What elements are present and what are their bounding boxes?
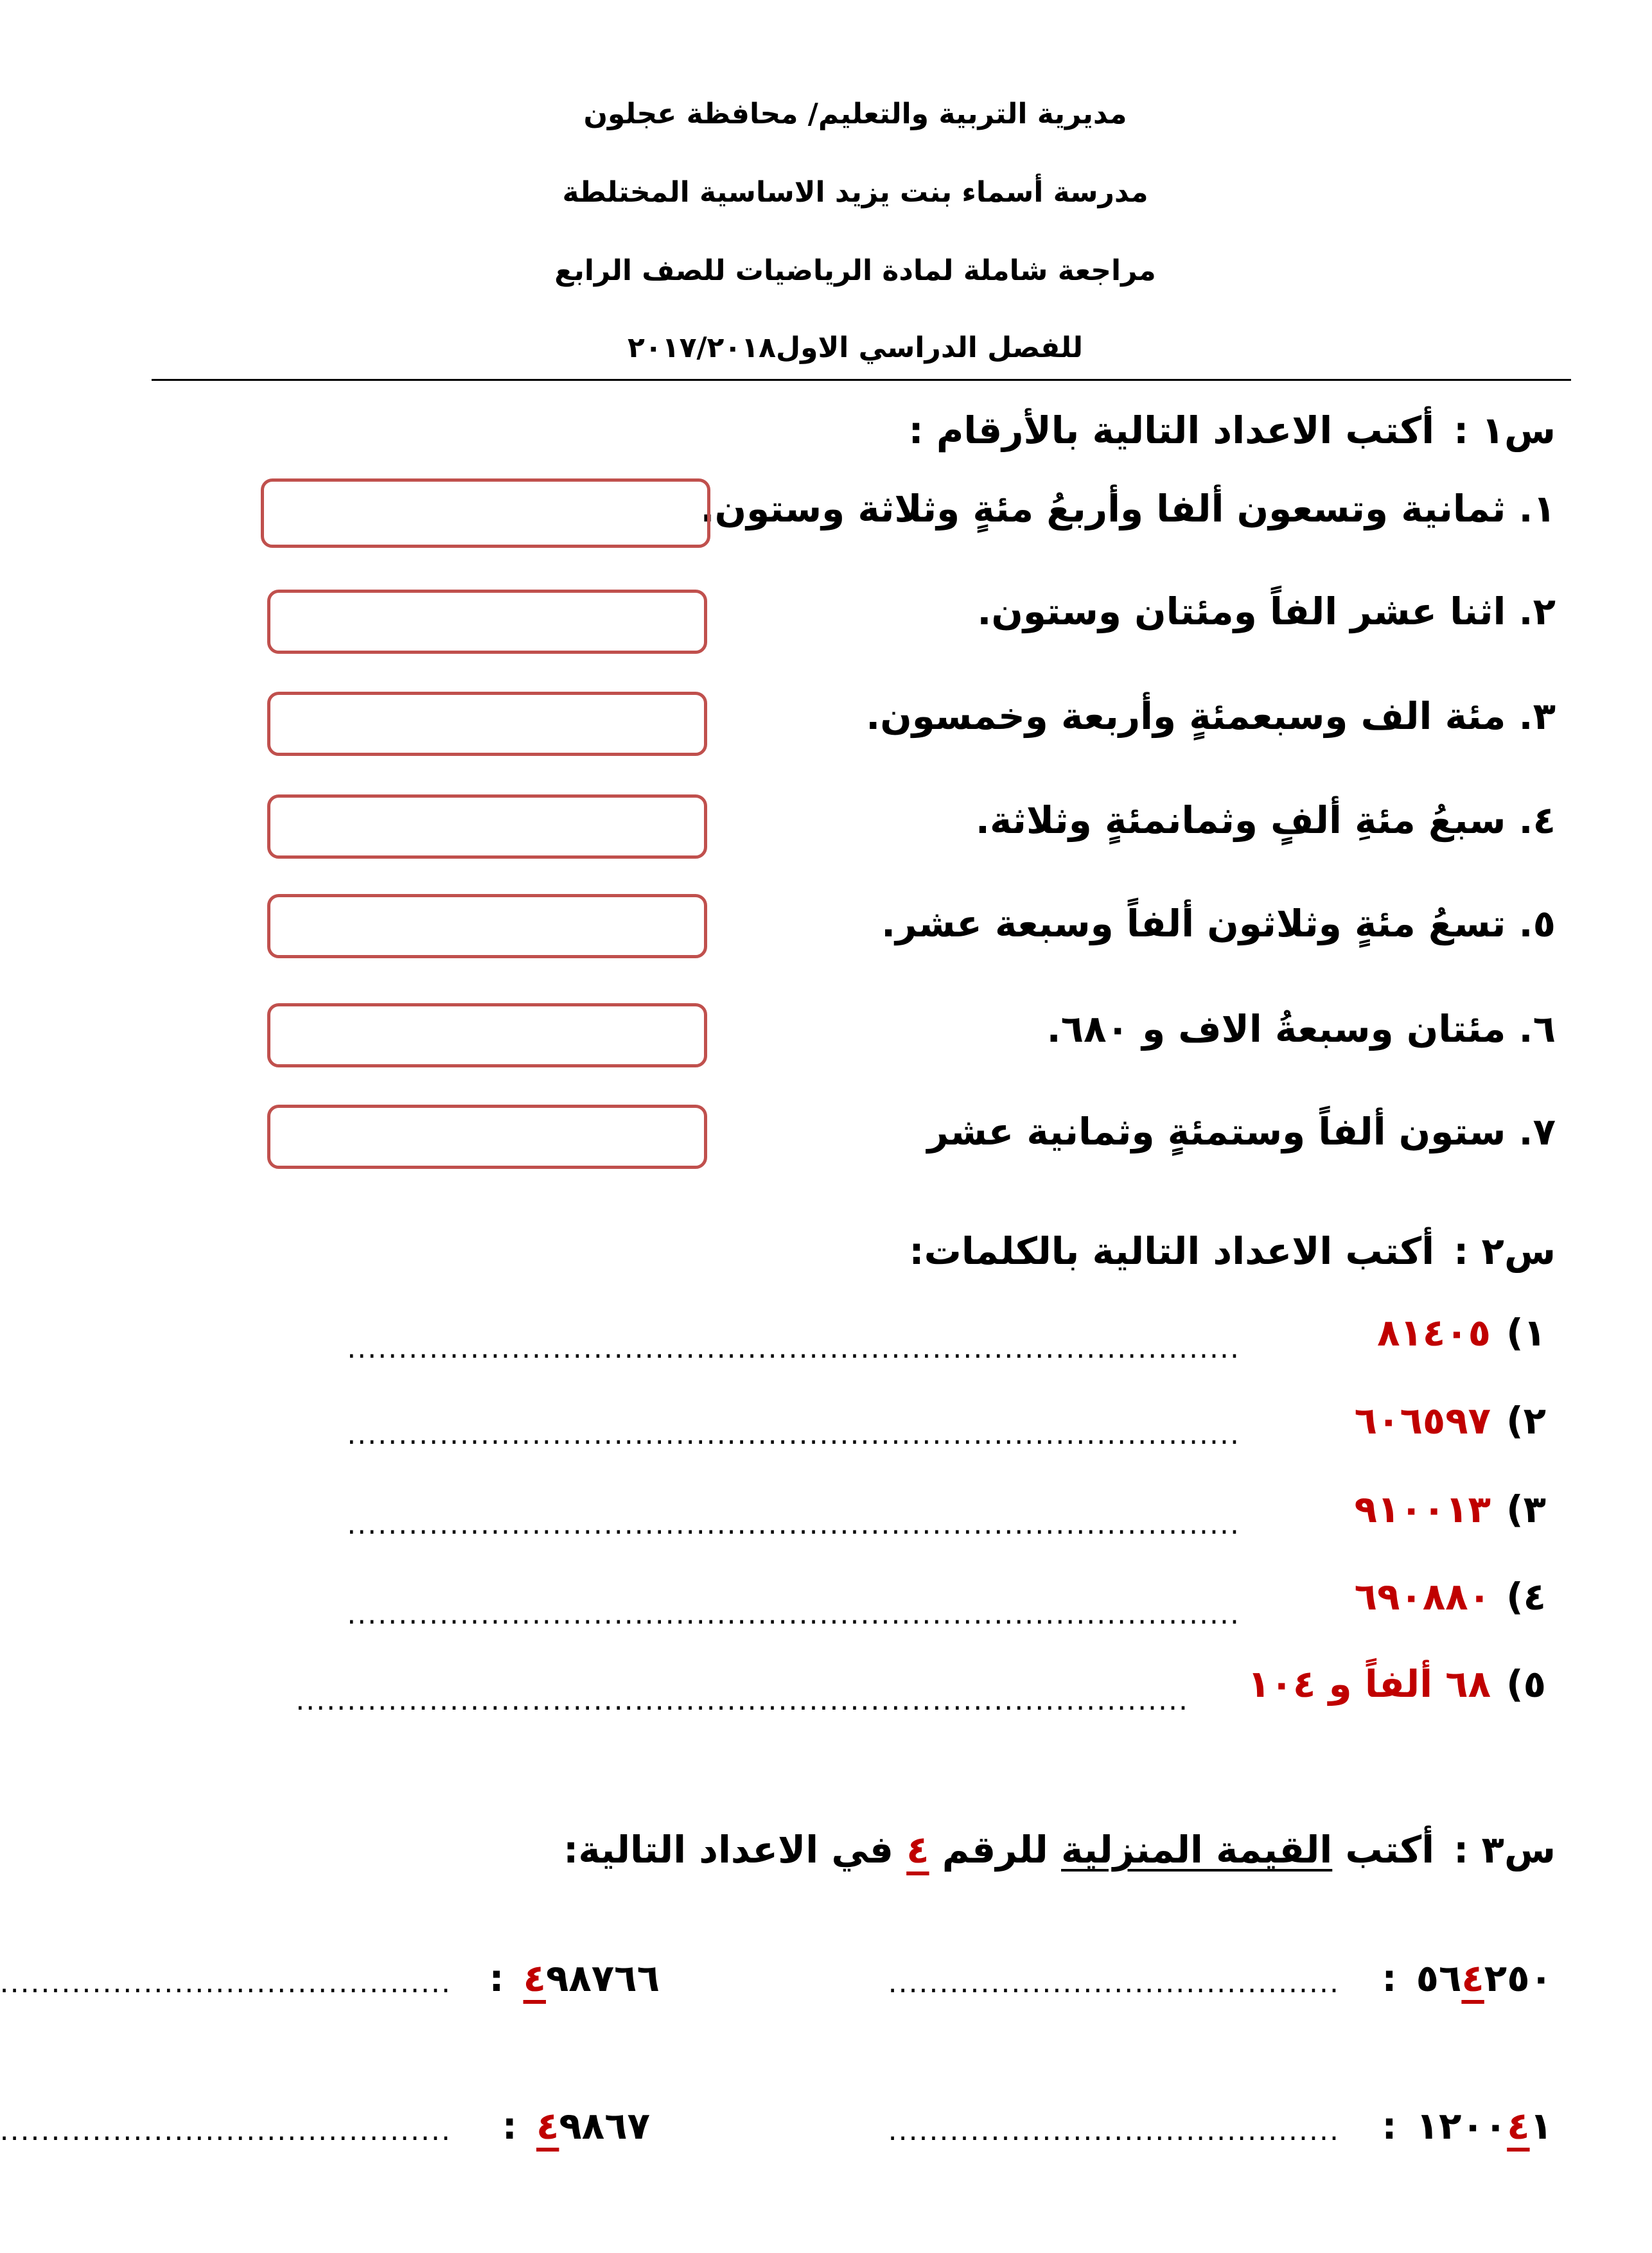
semester-line: للفصل الدراسي الاول٢٠١٧/٢٠١٨	[628, 331, 1083, 364]
q3-item-3-before: ١٢٠٠	[1416, 2104, 1507, 2148]
q2-answer-line-2[interactable]: .......................................................................................	[347, 1418, 1240, 1451]
q2-item-1-index: ١)	[1506, 1311, 1546, 1354]
q1-item-1: ١. ثمانية وتسعون ألفا وأربعُ مئةٍ وثلاثة وستون.	[700, 487, 1556, 530]
q1-item-6: ٦. مئتان وسبعةُ الاف و ٦٨٠.	[1046, 1007, 1556, 1051]
q1-item-3: ٣. مئة الف وسبعمئةٍ وأربعة وخمسون.	[866, 694, 1556, 738]
q1-answer-box-7[interactable]	[267, 1105, 707, 1169]
q1-item-5: ٥. تسعُ مئةٍ وثلاثون ألفاً وسبعة عشر.	[881, 902, 1556, 945]
q2-item-2-value: ٦٠٦٥٩٧	[1354, 1399, 1491, 1442]
q3-item-2-colon: :	[489, 1956, 504, 2000]
q3-heading	[563, 1824, 1556, 1875]
q2-answer-line-1[interactable]: .......................................................................................	[347, 1332, 1240, 1365]
q2-item-1-value: ٨١٤٠٥	[1377, 1311, 1491, 1354]
q1-item-7: ٧. ستون ألفاً وستمئةٍ وثمانية عشر	[927, 1110, 1556, 1153]
q3-item-1-after: ٢٥٠	[1484, 1956, 1552, 2000]
q3-item-4-colon: :	[502, 2104, 517, 2148]
q2-item-3	[1355, 1484, 1546, 1535]
q3-answer-line-1[interactable]: ............................................	[888, 1967, 1340, 1999]
header-divider	[152, 379, 1571, 381]
q3-item-1	[1382, 1952, 1552, 2004]
q2-item-5-index: ٥)	[1506, 1662, 1546, 1706]
q3-title-underlined: القيمة المنزلية	[1061, 1828, 1333, 1872]
q1-item-4: ٤. سبعُ مئةِ ألفٍ وثمانمئةٍ وثلاثة.	[975, 798, 1556, 842]
q2-item-5-value: ٦٨ ألفاً و ١٠٤	[1247, 1662, 1491, 1706]
q3-item-2-after: ٩٨٧٦٦	[545, 1956, 660, 2000]
q2-heading	[909, 1225, 1556, 1277]
q3-item-3-digit: ٤	[1507, 2104, 1530, 2148]
school-name: مدرسة أسماء بنت يزيد الاساسية المختلطة	[562, 176, 1148, 209]
q3-item-1-colon: :	[1382, 1956, 1397, 2000]
q1-number: س١ :	[1454, 408, 1556, 452]
q2-answer-line-5[interactable]: .......................................................................................	[295, 1684, 1189, 1717]
q1-title: أكتب الاعداد التالية بالأرقام :	[908, 408, 1435, 452]
q1-answer-box-3[interactable]	[267, 692, 707, 756]
q3-answer-line-3[interactable]: ............................................	[888, 2114, 1340, 2147]
q3-item-2-digit: ٤	[523, 1956, 546, 2000]
q3-answer-line-2[interactable]: ............................................	[0, 1967, 452, 1999]
q2-item-4	[1355, 1571, 1546, 1622]
q2-number: س٢ :	[1454, 1229, 1556, 1273]
q3-item-3-colon: :	[1382, 2104, 1397, 2148]
q3-title-part3: للرقم	[942, 1828, 1048, 1872]
q3-answer-line-4[interactable]: ............................................	[0, 2114, 452, 2147]
q2-answer-line-3[interactable]: .......................................................................................	[347, 1508, 1240, 1541]
q1-answer-box-2[interactable]	[267, 590, 707, 654]
q3-number: س٣ :	[1454, 1828, 1556, 1872]
q2-item-5	[1247, 1658, 1546, 1710]
q3-item-3-after: ١	[1529, 2104, 1552, 2148]
q3-item-1-before: ٥٦	[1416, 1956, 1462, 2000]
worksheet-title: مراجعة شاملة لمادة الرياضيات للصف الرابع	[554, 254, 1156, 287]
q3-title-part1: أكتب	[1345, 1828, 1435, 1872]
directorate-title: مديرية التربية والتعليم/ محافظة عجلون	[583, 98, 1127, 130]
q2-item-3-value: ٩١٠٠١٣	[1354, 1487, 1491, 1531]
q2-item-4-value: ٦٩٠٨٨٠	[1354, 1575, 1491, 1618]
q3-item-4-digit: ٤	[536, 2104, 559, 2148]
q2-title: أكتب الاعداد التالية بالكلمات:	[909, 1229, 1435, 1273]
q2-item-3-index: ٣)	[1506, 1487, 1546, 1531]
q1-heading	[909, 405, 1556, 456]
q3-item-2	[489, 1952, 660, 2004]
q1-answer-box-5[interactable]	[267, 894, 707, 958]
q2-answer-line-4[interactable]: .......................................................................................	[347, 1598, 1240, 1631]
q3-item-4-after: ٩٨٦٧	[559, 2104, 650, 2148]
q3-item-4	[502, 2100, 650, 2152]
q1-item-2: ٢. اثنا عشر الفاً ومئتان وستون.	[977, 590, 1556, 633]
q1-answer-box-6[interactable]	[267, 1003, 707, 1067]
q2-item-2-index: ٢)	[1506, 1399, 1546, 1442]
q3-title-part4: في الاعداد التالية:	[563, 1828, 893, 1872]
q2-item-2	[1355, 1395, 1546, 1446]
q3-item-3	[1382, 2100, 1552, 2152]
q2-item-1	[1377, 1307, 1546, 1358]
q1-answer-box-1[interactable]	[261, 478, 710, 548]
q1-answer-box-4[interactable]	[267, 794, 707, 859]
q3-item-1-digit: ٤	[1461, 1956, 1484, 2000]
q3-title-digit: ٤	[906, 1828, 929, 1872]
q2-item-4-index: ٤)	[1506, 1575, 1546, 1618]
